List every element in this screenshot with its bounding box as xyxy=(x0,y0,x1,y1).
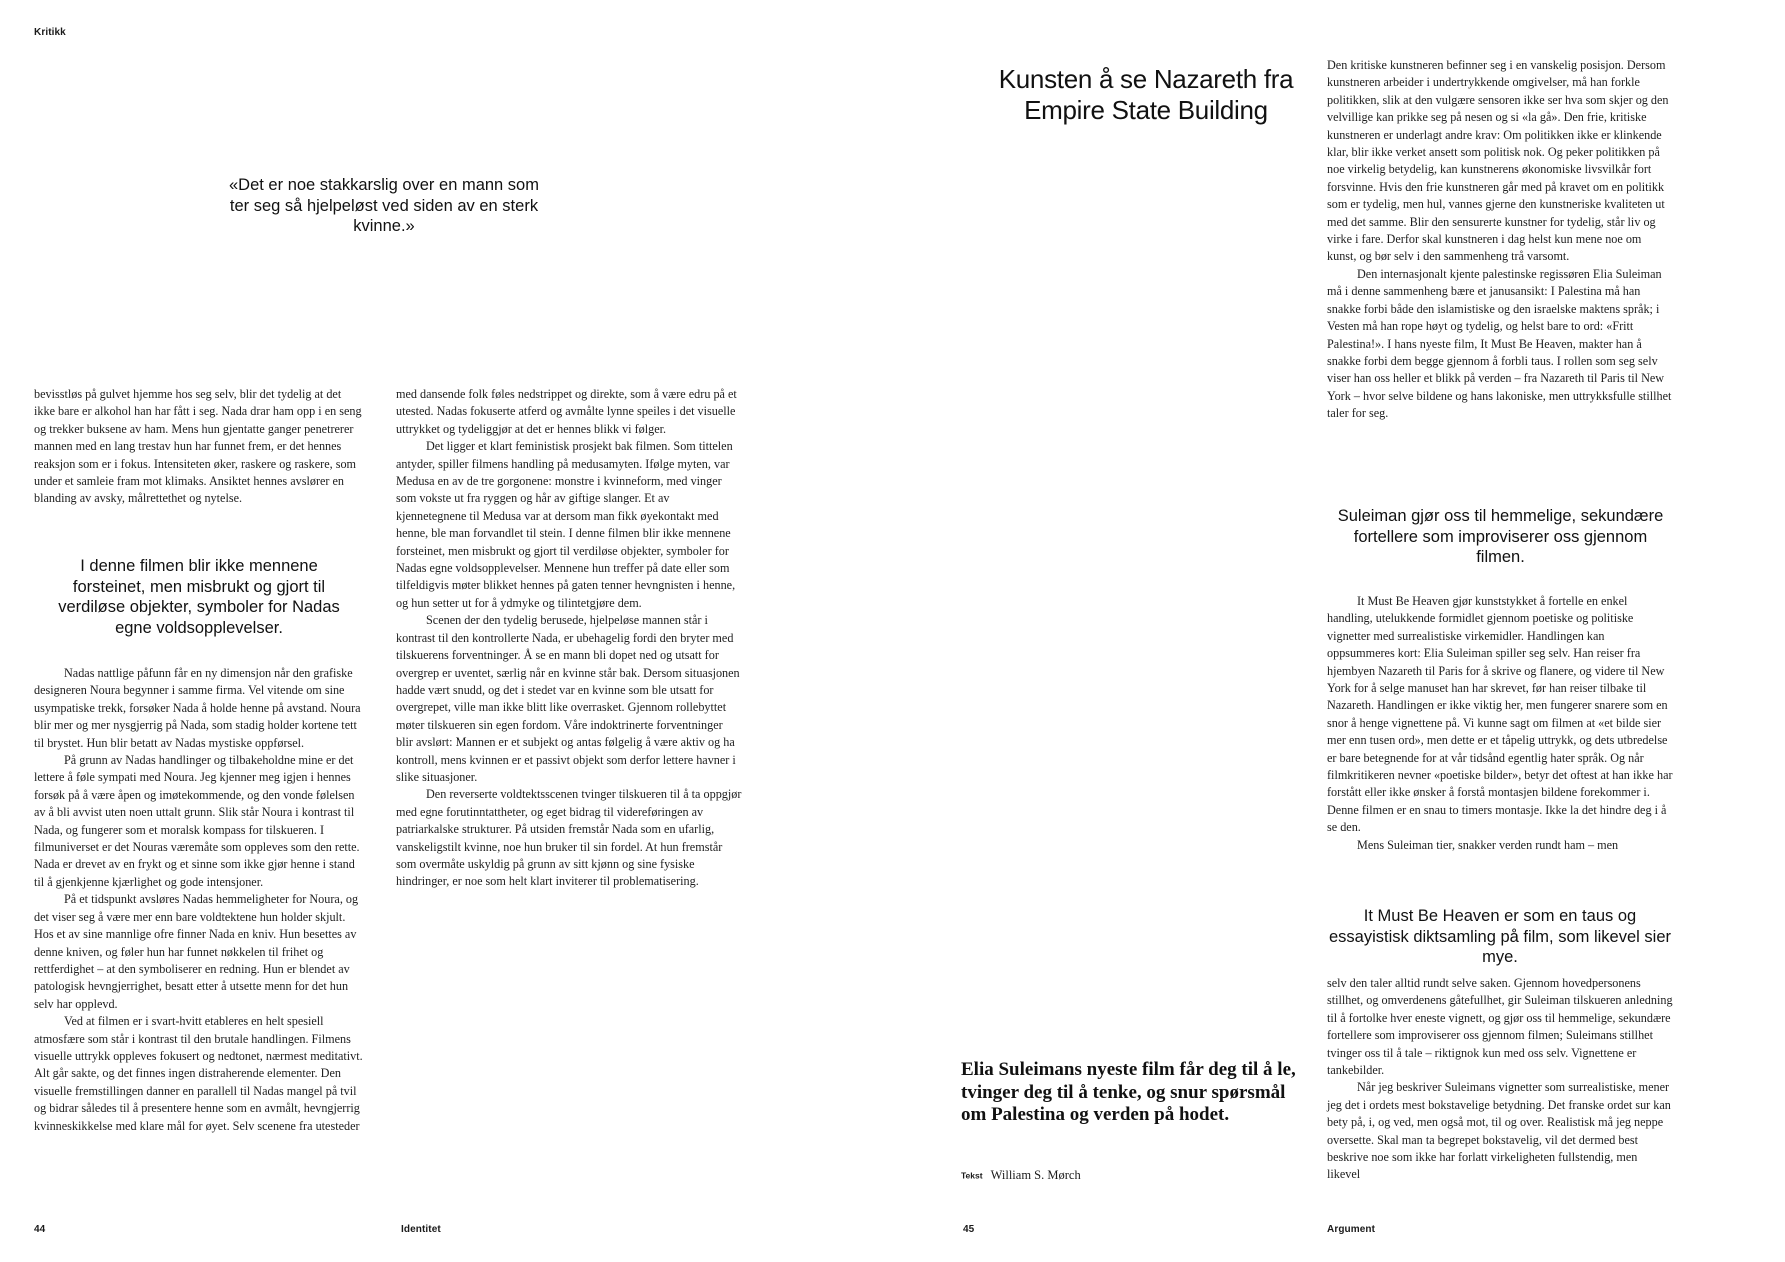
byline-label: Tekst xyxy=(961,1170,983,1181)
paragraph: Det ligger et klart feministisk prosjekt bak filmen. Som tittelen antyder, spiller filmens handling på medusamyten. Ifølge myten, var Medusa en av de tre gorgonene: monstre i kvinneform, med vinger som vokste ut fra ryggen og hår av giftige slanger. Et av kjennetegnene til Medusa var at dersom man fikk øyekontakt med henne, ble man forvandlet til stein. I denne filmen blir ikke mennene forsteinet, men misbrukt og gjort til verdiløse objekter, symboler for Nadas egne voldsopplevelser. Mennene hun treffer på date eller som tilfeldigvis møter blikket hennes på gaten tenner hevngnisten i henne, og hun setter ut for å ydmyke og tilintetgjøre dem. xyxy=(396,439,736,610)
byline-author: William S. Mørch xyxy=(990,1167,1081,1182)
footer-section-right: Argument xyxy=(1327,1224,1376,1235)
column-3-top xyxy=(1327,57,1673,423)
pullquote-2: I denne filmen blir ikke mennene forsteinet, men misbrukt og gjort til verdiløse objekter, symboler for Nadas egne voldsopplevelser. xyxy=(58,557,340,637)
paragraph: Ved at filmen er i svart-hvitt etableres en helt spesiell atmosfære som står i kontrast til den brutale handlingen. Filmens visuelle uttrykk oppleves fokusert og nedtonet, nærmest meditativt. Alt går sakte, og det finnes ingen distraherende elementer. Den visuelle fremstillingen danner en parallell til Nadas mangel på tvil og bidrar således til å presentere henne som en avmålt, hevngjerrig kvinneskikkelse med klare mål for øyet. Selv scenene fra utesteder xyxy=(34,1014,363,1133)
paragraph: Mens Suleiman tier, snakker verden rundt ham – men xyxy=(1357,837,1619,852)
paragraph: Den reverserte voldtektsscenen tvinger tilskueren til å ta oppgjør med egne forutinntattheter, og eget bidrag til videreføringen av patriarkalske strukturer. På utsiden fremstår Nada som en ufarlig, vanskeligstilt kvinne, noe hun bruker til sin fordel. At hun fremstår som overmåte uskyldig på grunn av sitt kjønn og sine fysiske hindringer, er noe som helt klart inviterer til problematisering. xyxy=(396,787,742,889)
article-lead: Elia Suleimans nyeste film får deg til å le, tvinger deg til å tenke, og snur spørsmål om Palestina og verden på hodet. xyxy=(961,1059,1296,1125)
page-number-right: 45 xyxy=(963,1224,975,1235)
column-1-top xyxy=(34,386,364,508)
paragraph: Nadas nattlige påfunn får en ny dimensjon når den grafiske designeren Noura begynner i samme firma. Vel vitende om sine usympatiske trekk, forsøker Nada å holde henne på avstand. Noura blir mer og mer nysgjerrig på Nada, som stadig holder kortene tett til brystet. Hun blir betatt av Nadas mystiske oppførsel. xyxy=(34,666,361,750)
byline xyxy=(961,1166,1081,1184)
paragraph: Den internasjonalt kjente palestinske regissøren Elia Suleiman må i denne sammenheng bære et janusansikt: I Palestina må han snakke forbi både den islamistiske og den israelske maktens språk; i Vesten må han rope høyt og tydelig, og helst bare to ord: «Fritt Palestina!». I hans nyeste film, It Must Be Heaven, makter han å snakke forbi dem begge gjennom å forbli taus. I rollen som seg selv viser han oss heller et blikk på verden – fra Nazareth til Paris til New York – hvor selve bildene og hans lakoniske, men uttrykksfulle stillhet taler for seg. xyxy=(1327,266,1672,421)
pullquote-3: Suleiman gjør oss til hemmelige, sekundære fortellere som improviserer oss gjennom filmen. xyxy=(1337,507,1664,566)
pullquote-1: «Det er noe stakkarslig over en mann som ter seg så hjelpeløst ved siden av en sterk kvinne.» xyxy=(229,176,539,235)
column-1-bottom xyxy=(34,665,364,1135)
paragraph: Scenen der den tydelig berusede, hjelpeløse mannen står i kontrast til den kontrollerte Nada, er ubehagelig fordi den bryter med tilskuerens forventninger. Å se en mann bli dopet ned og utsatt for overgrep er uventet, særlig når en kvinne står bak. Dersom situasjonen hadde vært snudd, og det i stedet var en kvinne som ble utsatt for overgrepet, ville man ikke blitt like overrasket. Gjennom rollebyttet møter tilskueren sin egen fordom. Våre indoktrinerte forventninger blir avslørt: Mannen er et subjekt og antas følgelig å være aktiv og ha kontroll, mens kvinnen er et passivt objekt som derfor lettere havner i slike situasjoner. xyxy=(396,613,740,784)
paragraph: It Must Be Heaven gjør kunststykket å fortelle en enkel handling, utelukkende formidlet gjennom poetiske og politiske vignetter med surrealistiske virkemidler. Handlingen kan oppsummeres kort: Elia Suleiman spiller seg selv. Han reiser fra hjembyen Nazareth til Paris for å skrive og flanere, og videre til New York for å selge manuset han har skrevet, før han reiser tilbake til Nazareth. Handlingen er ikke viktig her, men fungerer snarere som en snor å henge vignettene på. Vi kunne sagt om filmen at «et bilde sier mer enn tusen ord», men dette er et tåpelig uttrykk, og dets utbredelse er bare betegnende for at vår tidsånd egentlig hater språk. Og når filmkritikeren nevner «poetiske bilder», betyr det oftest at han ikke har forstått eller ikke ønsker å forstå montasjen bildene forekommer i. Denne filmen er en snau to timers montasje. Ikke la det hindre deg i å se den. xyxy=(1327,594,1673,835)
page-number-left: 44 xyxy=(34,1224,46,1235)
section-label: Kritikk xyxy=(34,27,66,38)
paragraph: selv den taler alltid rundt selve saken. Gjennom hovedpersonens stillhet, og omverdenens gåtefullhet, gir Suleiman tilskueren anledning til å fortolke hver eneste vignett, og gjør oss til hemmelige, sekundære fortellere som improviserer oss gjennom filmen; Suleimans stillhet tvinger oss til å tale – riktignok kun med oss selv. Vignettene er tankebilder. xyxy=(1327,976,1673,1078)
article-title: Kunsten å se Nazareth fra Empire State Building xyxy=(998,64,1294,125)
column-3-middle xyxy=(1327,593,1673,854)
column-3-bottom xyxy=(1327,975,1673,1184)
paragraph: bevisstløs på gulvet hjemme hos seg selv, blir det tydelig at det ikke bare er alkohol han har fått i seg. Nada drar ham opp i en seng og trekker buksene av ham. Mens hun gjentatte ganger penetrerer mannen med en lang trestav hun har funnet frem, er det hennes reaksjon som er i fokus. Intensiteten øker, raskere og raskere, som under et samleie fram mot klimaks. Ansiktet hennes avslører en blanding av avsky, målrettethet og nytelse. xyxy=(34,387,362,506)
paragraph: På grunn av Nadas handlinger og tilbakeholdne mine er det lettere å føle sympati med Noura. Jeg kjenner meg igjen i hennes forsøk på å være åpen og imøtekommende, og den vonde følelsen av å bli avvist uten noen uttalt grunn. Slik står Noura i kontrast til Nada, og fungerer som et moralsk kompass for tilskueren. I filmuniverset er det Nouras væremåte som oppleves som den rette. Nada er drevet av en frykt og et sinne som ikke gjør henne i stand til å gjenkjenne kjærlighet og gode intensjoner. xyxy=(34,753,360,889)
paragraph: Den kritiske kunstneren befinner seg i en vanskelig posisjon. Dersom kunstneren arbeider i undertrykkende omgivelser, må han forkle politikken, slik at den vulgære sensoren ikke ser hva som skjer og den velvillige kan prikke seg på nesen og si «la gå». Den frie, kritiske kunstneren er underlagt andre krav: Om politikken ikke er klinkende klar, blir ikke verket ansett som politisk nok. Og peker politikken på noe virkelig betydelig, kan kunstnerens økonomiske livsvilkår fort forsvinne. Hvis den frie kunstneren går med på kravet om en politikk som er tydelig, men hul, vannes gjerne den kunstneriske kvaliteten ut med det samme. Blir den sensurerte kunstner for tydelig, står liv og virke i fare. Derfor skal kunstneren i dag helst kun mene noe om kunst, og bør selv i den sammenheng trå varsomt. xyxy=(1327,58,1669,264)
column-2 xyxy=(396,386,742,891)
footer-section-left: Identitet xyxy=(401,1224,441,1235)
paragraph: med dansende folk føles nedstrippet og direkte, som å være edru på et utested. Nadas fokuserte atferd og avmålte lynne speiles i det visuelle uttrykket og tydeliggjør at det er hennes blikk vi følger. xyxy=(396,387,737,436)
paragraph: Når jeg beskriver Suleimans vignetter som surrealistiske, mener jeg det i ordets mest bokstavelige betydning. Det franske ordet sur kan bety på, i, og ved, men også mot, til og over. Realistisk må jeg neppe oversette. Skal man ta begrepet bokstavelig, vil det dermed best beskrive noe som ikke har forlatt virkeligheten fullstendig, men likevel xyxy=(1327,1080,1671,1182)
pullquote-4: It Must Be Heaven er som en taus og essayistisk diktsamling på film, som likevel sier mye. xyxy=(1328,907,1671,966)
paragraph: På et tidspunkt avsløres Nadas hemmeligheter for Noura, og det viser seg å være mer enn bare voldtektene hun holder skjult. Hos et av sine mannlige ofre finner Nada en kniv. Hun besettes av denne kniven, og føler hun har funnet nøkkelen til frihet og rettferdighet – at den symboliserer en redning. Hun er blendet av patologisk hevngjerrighet, besatt etter å utsette menn for det hun selv har opplevd. xyxy=(34,892,359,1011)
